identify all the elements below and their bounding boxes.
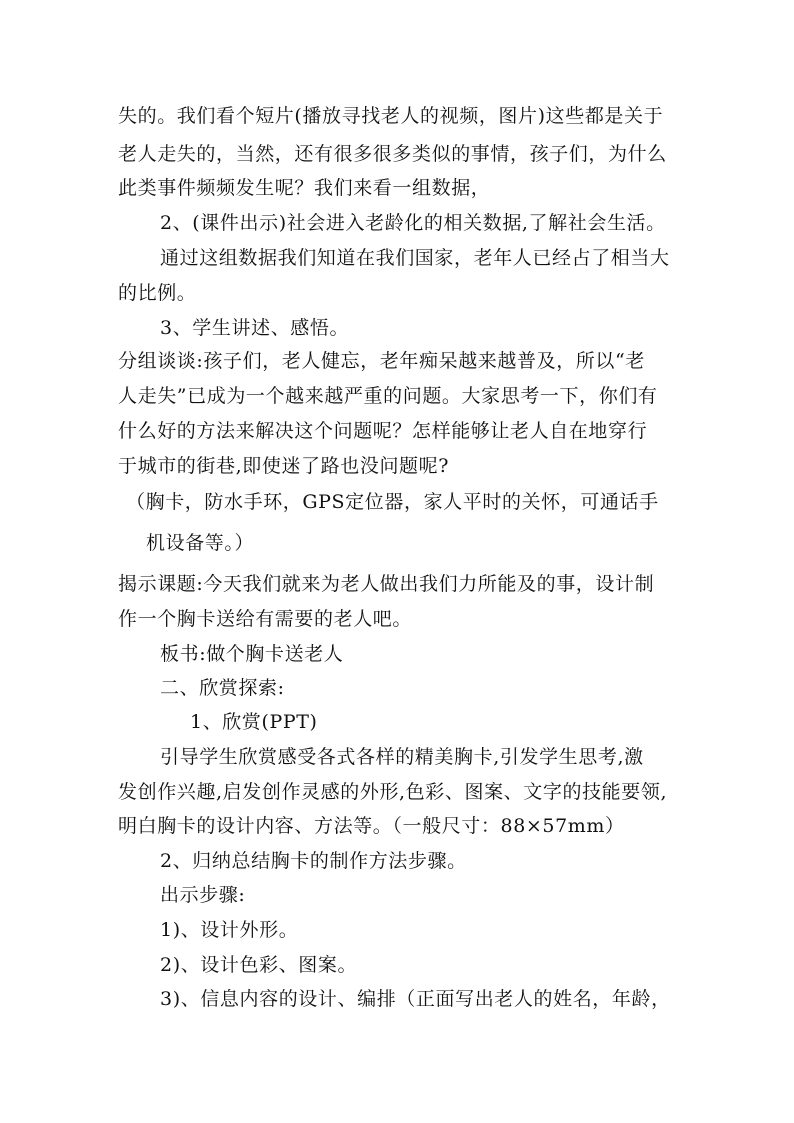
text-line-17: 二、欣赏探索: [160, 677, 285, 699]
text-line-25: 2)、设计色彩、图案。 [160, 954, 358, 976]
text-line-1: 失的。我们看个短片(播放寻找老人的视频，图片)这些都是关于 [118, 105, 664, 127]
text-line-19: 引导学生欣赏感受各式各样的精美胸卡,引发学生思考,激 [160, 746, 644, 768]
text-line-11: 于城市的街巷,即使迷了路也没问题呢? [118, 455, 450, 477]
text-line-10: 什么好的方法来解决这个问题呢？怎样能够让老人自在地穿行 [118, 420, 648, 442]
text-line-3: 此类事件频频发生呢？我们来看一组数据， [118, 177, 491, 199]
text-line-23: 出示步骤: [160, 884, 246, 906]
text-line-24: 1)、设计外形。 [160, 919, 299, 941]
text-line-20: 发创作兴趣,启发创作灵感的外形,色彩、图案、文字的技能要领, [118, 781, 668, 803]
text-line-9: 人走失”已成为一个越来越严重的问题。大家思考一下，你们有 [118, 385, 658, 407]
text-line-8: 分组谈谈:孩子们，老人健忘，老年痴呆越来越普及，所以“老 [118, 350, 645, 372]
text-line-15: 作一个胸卡送给有需要的老人吧。 [118, 608, 413, 630]
text-line-2: 老人走失的，当然，还有很多很多类似的事情，孩子们，为什么 [118, 143, 667, 165]
text-line-21: 明白胸卡的设计内容、方法等。（一般尺寸：88×57mm） [118, 815, 625, 837]
text-line-5: 通过这组数据我们知道在我们国家，老年人已经占了相当大 [160, 247, 670, 269]
text-line-12: （胸卡，防水手环，GPS定位器，家人平时的关怀，可通话手 [126, 491, 659, 513]
text-line-7: 3、学生讲述、感悟。 [160, 317, 350, 339]
text-line-16: 板书:做个胸卡送老人 [160, 643, 344, 665]
text-line-4: 2、(课件出示)社会进入老龄化的相关数据,了解社会生活。 [160, 212, 666, 234]
text-line-6: 的比例。 [118, 282, 197, 304]
text-line-22: 2、归纳总结胸卡的制作方法步骤。 [160, 850, 467, 872]
text-line-13: 机设备等。） [146, 532, 255, 554]
text-line-26: 3)、信息内容的设计、编排（正面写出老人的姓名，年龄， [160, 988, 671, 1010]
text-line-14: 揭示课题:今天我们就来为老人做出我们力所能及的事，设计制 [118, 573, 655, 595]
text-line-18: 1、欣赏(PPT) [190, 711, 318, 733]
